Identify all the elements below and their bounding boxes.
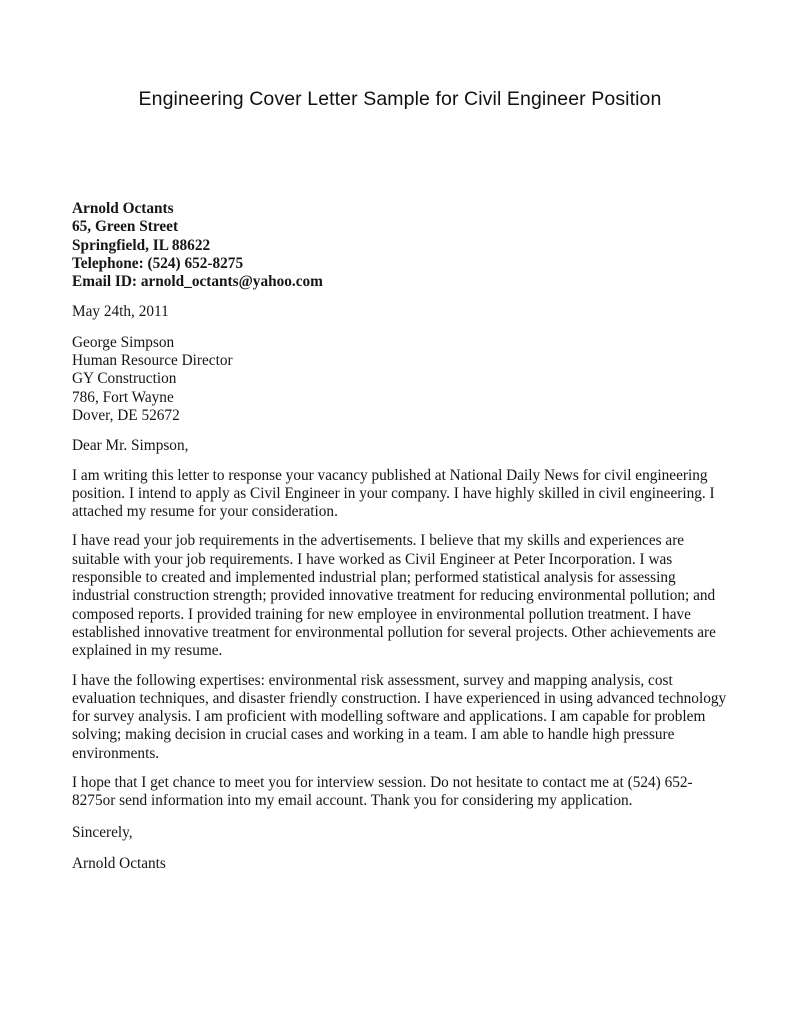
body-paragraph: I hope that I get chance to meet you for interview session. Do not hesitate to contact me at (524) 652-8275or send information into my email account. Thank you for considering my application. [72, 774, 693, 810]
salutation: Dear Mr. Simpson, [72, 437, 189, 455]
body-paragraph: I am writing this letter to response your vacancy published at National Daily News for civil engineering position. I intend to apply as Civil Engineer in your company. I have highly skilled in civil engineering. I attached my resume for your consideration. [72, 466, 715, 521]
sender-address-block [72, 200, 728, 291]
sender-city-state-zip: Springfield, IL 88622 [72, 236, 211, 254]
recipient-city-state-zip: Dover, DE 52672 [72, 406, 180, 424]
recipient-street: 786, Fort Wayne [72, 388, 174, 406]
letter-body [72, 200, 728, 873]
sender-email: Email ID: arnold_octants@yahoo.com [72, 273, 323, 291]
sender-telephone: Telephone: (524) 652-8275 [72, 254, 244, 272]
recipient-name: George Simpson [72, 333, 175, 351]
sender-name: Arnold Octants [72, 200, 174, 217]
recipient-address-block [72, 334, 728, 425]
body-paragraph: I have the following expertises: environmental risk assessment, survey and mapping analysis, cost evaluation techniques, and disaster friendly construction. I have experienced in using advanced technology for survey analysis. I am proficient with modelling software and applications. I am capable for problem solving; making decision in crucial cases and working in a team. I am able to handle high pressure environments. [72, 671, 727, 762]
page-title: Engineering Cover Letter Sample for Civil Engineer Position [138, 88, 662, 110]
body-paragraph: I have read your job requirements in the advertisements. I believe that my skills and experiences are suitable with your job requirements. I have worked as Civil Engineer at Peter Incorporation. I was responsible to created and implemented industrial plan; performed statistical analysis for assessing industrial construction strength; provided innovative treatment for reducing environmental pollution; and composed reports. I provided training for new employee in environmental pollution treatment. I have established innovative treatment for environmental pollution for several projects. Other achievements are explained in my resume. [72, 532, 716, 660]
recipient-job-title: Human Resource Director [72, 352, 233, 370]
recipient-company: GY Construction [72, 370, 177, 388]
sender-street: 65, Green Street [72, 218, 179, 236]
closing-salutation: Sincerely, [72, 823, 133, 841]
signature-name: Arnold Octants [72, 854, 166, 872]
letter-date: May 24th, 2011 [72, 303, 169, 321]
